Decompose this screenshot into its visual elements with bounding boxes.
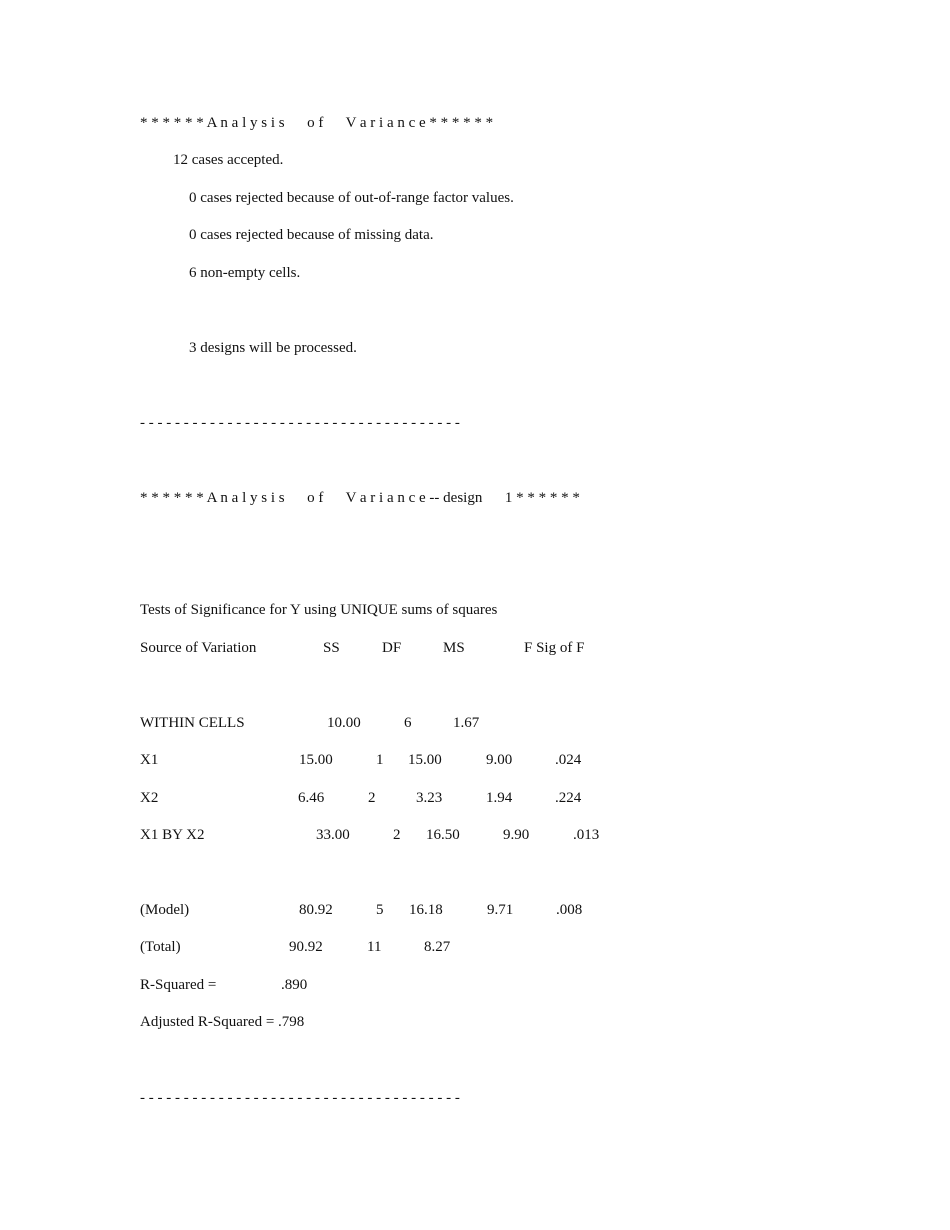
row-label: (Total) xyxy=(140,939,181,955)
row-df: 2 xyxy=(393,827,401,843)
row-ss: 10.00 xyxy=(327,715,361,731)
row-sig: .008 xyxy=(556,902,583,918)
cases-accepted: 12 cases accepted. xyxy=(173,152,284,168)
r-squared-value: .890 xyxy=(281,977,308,993)
cases-rejected-missing: 0 cases rejected because of missing data. xyxy=(189,227,434,243)
row-ms: 8.27 xyxy=(424,939,451,955)
row-df: 11 xyxy=(367,939,382,955)
adjusted-r-squared: Adjusted R-Squared = .798 xyxy=(140,1014,305,1030)
row-df: 6 xyxy=(404,715,412,731)
row-ss: 90.92 xyxy=(289,939,323,955)
row-label: X1 xyxy=(140,752,159,768)
col-f-sig: F Sig of F xyxy=(524,640,585,656)
row-ss: 33.00 xyxy=(316,827,350,843)
cases-rejected-range: 0 cases rejected because of out-of-range factor values. xyxy=(189,190,514,206)
row-label: (Model) xyxy=(140,902,190,918)
r-squared-label: R-Squared = xyxy=(140,977,217,993)
row-ss: 15.00 xyxy=(299,752,333,768)
designs-processed: 3 designs will be processed. xyxy=(189,340,357,356)
row-label: X1 BY X2 xyxy=(140,827,205,843)
row-f: 9.00 xyxy=(486,752,513,768)
col-source: Source of Variation xyxy=(140,640,257,656)
row-df: 1 xyxy=(376,752,384,768)
col-ms: MS xyxy=(443,640,465,656)
row-sig: .024 xyxy=(555,752,582,768)
anova-header: * * * * * * A n a l y s i s o f V a r i a n c e * * * * * * xyxy=(140,115,494,131)
row-f: 1.94 xyxy=(486,790,513,806)
row-ms: 16.50 xyxy=(426,827,460,843)
row-ms: 15.00 xyxy=(408,752,442,768)
tests-title: Tests of Significance for Y using UNIQUE sums of squares xyxy=(140,602,498,618)
row-ss: 80.92 xyxy=(299,902,333,918)
row-f: 9.90 xyxy=(503,827,530,843)
row-f: 9.71 xyxy=(487,902,514,918)
row-ms: 16.18 xyxy=(409,902,443,918)
row-df: 2 xyxy=(368,790,376,806)
separator-line: - - - - - - - - - - - - - - - - - - - - - - - - - - - - - - - - - - - - - xyxy=(140,1090,460,1106)
col-df: DF xyxy=(382,640,402,656)
row-ss: 6.46 xyxy=(298,790,325,806)
anova-design-header: * * * * * * A n a l y s i s o f V a r i a n c e -- design 1 * * * * * * xyxy=(140,490,580,506)
row-sig: .224 xyxy=(555,790,582,806)
row-label: X2 xyxy=(140,790,159,806)
row-ms: 1.67 xyxy=(453,715,480,731)
row-label: WITHIN CELLS xyxy=(140,715,245,731)
row-df: 5 xyxy=(376,902,384,918)
nonempty-cells: 6 non-empty cells. xyxy=(189,265,301,281)
col-ss: SS xyxy=(323,640,340,656)
separator-line: - - - - - - - - - - - - - - - - - - - - - - - - - - - - - - - - - - - - - xyxy=(140,415,460,431)
row-ms: 3.23 xyxy=(416,790,443,806)
row-sig: .013 xyxy=(573,827,600,843)
